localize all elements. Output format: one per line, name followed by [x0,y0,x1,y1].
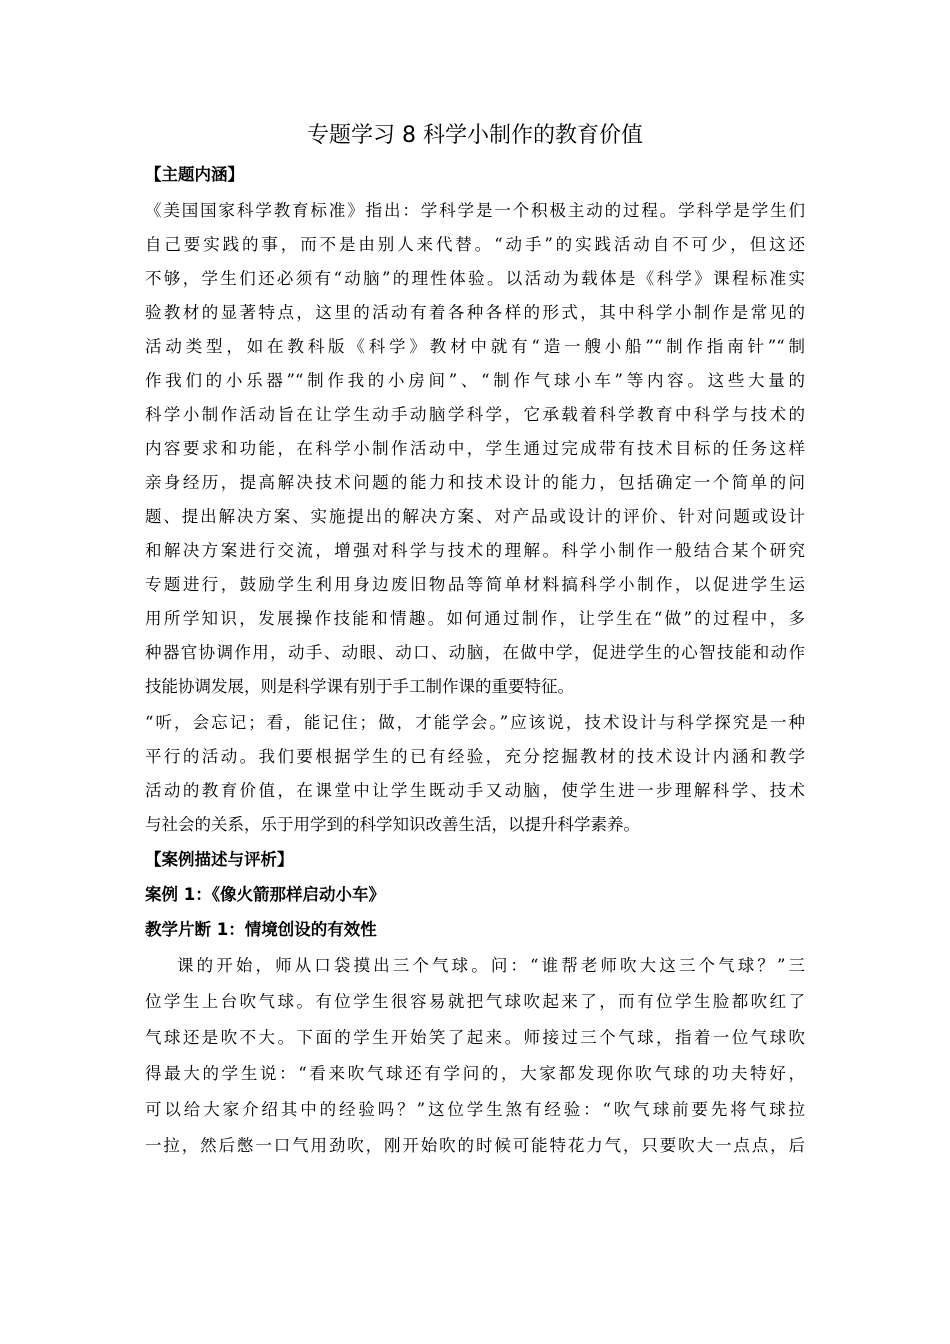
paragraph-line: 活动的教育价值，在课堂中让学生既动手又动脑，使学生进一步理解科学、技术 [145,781,805,800]
paragraph-line: 验教材的显著特点，这里的活动有着各种各样的形式，其中科学小制作是常见的 [145,303,805,322]
paragraph-line: 《美国国家科学教育标准》指出：学科学是一个积极主动的过程。学科学是学生们 [145,201,805,220]
paragraph-line: 可以给大家介绍其中的经验吗？”这位学生煞有经验：“吹气球前要先将气球拉 [145,1100,805,1119]
paragraph-line: 种器官协调作用，动手、动眼、动口、动脑，在做中学，促进学生的心智技能和动作 [145,643,805,662]
paragraph-line: 自己要实践的事，而不是由别人来代替。“动手”的实践活动自不可少，但这还 [145,235,805,254]
paragraph-line: 位学生上台吹气球。有位学生很容易就把气球吹起来了，而有位学生脸都吹红了 [145,992,805,1011]
paragraph-line: 专题进行，鼓励学生利用身边废旧物品等简单材料搞科学小制作，以促进学生运 [145,575,805,594]
paragraph-line: 题、提出解决方案、实施提出的解决方案、对产品或设计的评价、针对问题或设计 [145,507,805,526]
paragraph-line: 用所学知识，发展操作技能和情趣。如何通过制作，让学生在“做”的过程中，多 [145,609,805,628]
paragraph-line: 科学小制作活动旨在让学生动手动脑学科学，它承载着科学教育中科学与技术的 [145,405,805,424]
paragraph-line: 课的开始，师从口袋摸出三个气球。问：“谁帮老师吹大这三个气球？”三 [177,956,805,975]
paragraph-line: 内容要求和功能，在科学小制作活动中，学生通过完成带有技术目标的任务这样 [145,439,805,458]
paragraph-line: 作我们的小乐器”“制作我的小房间”、“制作气球小车”等内容。这些大量的 [145,371,805,390]
paragraph-line: “听，会忘记；看，能记住；做，才能学会。”应该说，技术设计与科学探究是一种 [145,713,805,732]
paragraph-line: 不够，学生们还必须有“动脑”的理性体验。以活动为载体是《科学》课程标准实 [145,269,805,288]
paragraph-line: 亲身经历，提高解决技术问题的能力和技术设计的能力，包括确定一个简单的问 [145,473,805,492]
section-heading-theme: 【主题内涵】 [145,165,244,184]
segment-title: 教学片断 1：情境创设的有效性 [145,920,377,939]
paragraph-line: 平行的活动。我们要根据学生的已有经验，充分挖掘教材的技术设计内涵和教学 [145,747,805,766]
paragraph-line: 一拉，然后憋一口气用劲吹，刚开始吹的时候可能特花力气，只要吹大一点点，后 [145,1136,805,1155]
paragraph-line: 活动类型，如在教科版《科学》教材中就有“造一艘小船”“制作指南针”“制 [145,337,805,356]
case-title: 案例 1：《像火箭那样启动小车》 [145,885,385,904]
paragraph-line: 与社会的关系，乐于用学到的科学知识改善生活，以提升科学素养。 [145,815,640,834]
section-heading-case: 【案例描述与评析】 [145,850,294,869]
paragraph-line: 气球还是吹不大。下面的学生开始笑了起来。师接过三个气球，指着一位气球吹 [145,1028,805,1047]
document-title: 专题学习 8 科学小制作的教育价值 [307,123,643,148]
paragraph-line: 技能协调发展，则是科学课有别于手工制作课的重要特征。 [145,677,574,696]
paragraph-line: 和解决方案进行交流，增强对科学与技术的理解。科学小制作一般结合某个研究 [145,541,805,560]
paragraph-line: 得最大的学生说：“看来吹气球还有学问的，大家都发现你吹气球的功夫特好， [145,1064,805,1083]
